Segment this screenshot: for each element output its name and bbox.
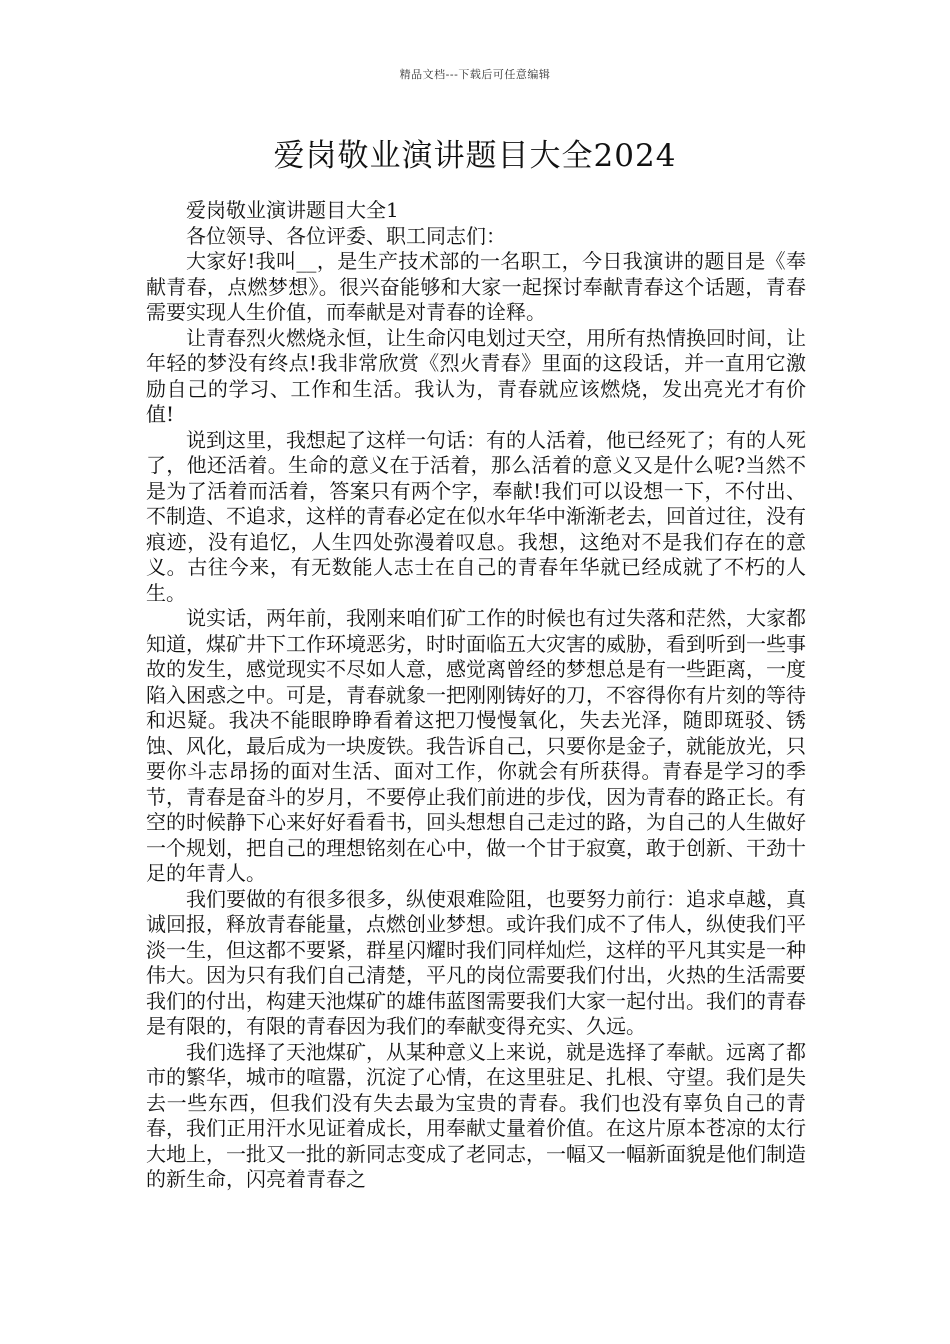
page-header-note: 精品文档---下载后可任意编辑 bbox=[399, 68, 551, 81]
document-body bbox=[146, 198, 806, 1193]
paragraph-5: 我们要做的有很多很多，纵使艰难险阻，也要努力前行：追求卓越，真诚回报，释放青春能量，点燃创业梦想。或许我们成不了伟人，纵使我们平淡一生，但这都不要紧，群星闪耀时我们同样灿烂，这样的平凡其实是一种伟大。因为只有我们自己清楚，平凡的岗位需要我们付出，火热的生活需要我们的付出，构建天池煤矿的雄伟蓝图需要我们大家一起付出。我们的青春是有限的，有限的青春因为我们的奉献变得充实、久远。 bbox=[146, 886, 806, 1038]
paragraph-3: 说到这里，我想起了这样一句话：有的人活着，他已经死了；有的人死了，他还活着。生命的意义在于活着，那么活着的意义又是什么呢?当然不是为了活着而活着，答案只有两个字，奉献!我们可以设想一下，不付出、不制造、不追求，这样的青春必定在似水年华中渐渐老去，回首过往，没有痕迹，没有追忆，人生四处弥漫着叹息。我想，这绝对不是我们存在的意义。古往今来，有无数能人志士在自己的青春年华就已经成就了不朽的人生。 bbox=[146, 427, 806, 605]
section-subtitle: 爱岗敬业演讲题目大全1 bbox=[186, 198, 399, 222]
document-title: 爱岗敬业演讲题目大全2024 bbox=[273, 138, 677, 174]
paragraph-6: 我们选择了天池煤矿，从某种意义上来说，就是选择了奉献。远离了都市的繁华，城市的喧嚣，沉淀了心情，在这里驻足、扎根、守望。我们是失去一些东西，但我们没有失去最为宝贵的青春。我们也没有辜负自己的青春，我们正用汗水见证着成长，用奉献丈量着价值。在这片原本苍凉的太行大地上，一批又一批的新同志变成了老同志，一幅又一幅新面貌是他们制造的新生命，闪亮着青春之 bbox=[146, 1039, 806, 1191]
paragraph-1: 大家好!我叫__，是生产技术部的一名职工，今日我演讲的题目是《奉献青春，点燃梦想》。很兴奋能够和大家一起探讨奉献青春这个话题，青春需要实现人生价值，而奉献是对青春的诠释。 bbox=[146, 249, 806, 324]
salutation: 各位领导、各位评委、职工同志们： bbox=[186, 223, 506, 248]
paragraph-4: 说实话，两年前，我刚来咱们矿工作的时候也有过失落和茫然，大家都知道，煤矿井下工作环境恶劣，时时面临五大灾害的威胁，看到听到一些事故的发生，感觉现实不尽如人意，感觉离曾经的梦想总是有一些距离，一度陷入困惑之中。可是，青春就象一把刚刚铸好的刀，不容得你有片刻的等待和迟疑。我决不能眼睁睁看着这把刀慢慢氧化，失去光泽，随即斑驳、锈蚀、风化，最后成为一块废铁。我告诉自己，只要你是金子，就能放光，只要你斗志昂扬的面对生活、面对工作，你就会有所获得。青春是学习的季节，青春是奋斗的岁月，不要停止我们前进的步伐，因为青春的路正长。有空的时候静下心来好好看看书，回头想想自己走过的路，为自己的人生做好一个规划，把自己的理想铭刻在心中，做一个甘于寂寞，敢于创新、干劲十足的年青人。 bbox=[146, 606, 806, 885]
paragraph-2: 让青春烈火燃烧永恒，让生命闪电划过天空，用所有热情换回时间，让年轻的梦没有终点!我非常欣赏《烈火青春》里面的这段话，并一直用它激励自己的学习、工作和生活。我认为，青春就应该燃烧，发出亮光才有价值! bbox=[146, 325, 806, 426]
